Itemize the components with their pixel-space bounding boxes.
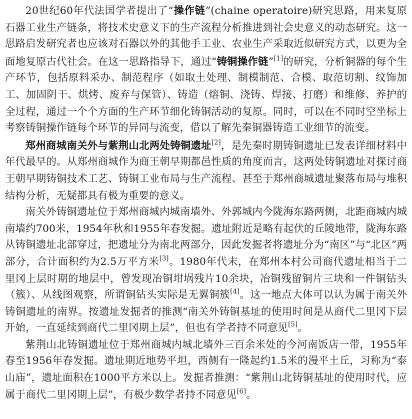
paragraph-nanguanwai-site — [5, 205, 407, 338]
paragraph-operation-chain — [5, 3, 407, 138]
text-run: 紫荆山北铸铜遗址位于郑州商城内城北墙外三百余米处的今河南饭店一带，1955年春至1956年春发掘。遗址期近地势平坦，西侧有一隆起约1.5米的漫平土丘，习称为“泰山庙”，遗址面积在1000平方米以上。发掘者推测：“紫荆山北铸铜基址的使用时代，应属于商代二里冈期上层”，有极少数学者持不同意见 — [5, 339, 407, 401]
footnote-ref: [4] — [230, 287, 240, 296]
text-run: 。这一地点大体可以认为属于南关外铸铜遗址的南界。按遗址发掘者的推测“南关外铸铜基址的使用时间是从商代二里冈下层开始，一直延续到商代二里冈期上层”，但也有学者持不同意见 — [5, 290, 407, 335]
footnote-ref: [5] — [288, 320, 298, 329]
bold-term: 操作链 — [173, 5, 206, 17]
paragraph-zijingshan-site — [5, 338, 407, 404]
text-run: 的研究，分析铜器的每个生产环节，包括原料采办、制范程序（如取土处理、制模制范、合模、取范切割、纹饰加工、加固阴干、烘烤、废弃与保管）、铸造（熔铜、浇铸、焊接、打磨）和维修、养护的全过程，通过一个个方面的生产环节细化铸铜活动的复原。同时，可以在不同时空坐标上考察铸铜操作链每个环节的异同与流变，借以了解先秦铜器铸造工业细节的流变。 — [5, 56, 408, 135]
bold-term: 郑州商城南关外与紫荆山北两处铸铜遗址 — [25, 139, 212, 152]
footnote-ref: [6] — [236, 387, 247, 396]
text-run: 。 — [297, 323, 308, 335]
footnote-ref: [1] — [273, 54, 284, 63]
text-run: 20世纪60年代法国学者提出了“ — [25, 6, 174, 17]
text-run: 。 — [246, 389, 257, 401]
footnote-ref: [3] — [159, 254, 169, 263]
text-run: ，是先秦时期铸铜遗址已发表详细材料中年代最早的。从郑州商城作为商王朝早期都邑性质的角度而言，这两处铸铜遗址对探讨商王朝早期铸铜技术工艺、铸铜工业布局与生产流程、甚至于郑州商城遗址聚落布局与堆积结构分析，无疑都具有极为重要的意义。 — [5, 140, 407, 202]
paragraph-two-foundry-sites — [5, 138, 407, 205]
footnote-ref: [2] — [211, 138, 221, 147]
text-run: ” — [268, 56, 274, 68]
bold-term: 铸铜操作链 — [216, 55, 269, 68]
text-run: 南关外铸铜遗址位于郑州商城内城南墙外、外郭城内今陇海东路两侧，北距商城内城南墙约700米，1954年秋和1955年春发掘。遗址附近是略有起伏的丘陵地带，陇海东路从铸铜遗址北部穿过，把遗址分为南北两部分，因此发掘者将遗址分为“南区”与“北区”两部分，合计面积约为2.5万平方米 — [5, 207, 407, 268]
text-run: 。1980年代末，在郑州本村公司商代遗址相当于二里冈上层时期的地层中，曾发现冶铜坩埚残片10余块，冶铜残留铜片三块和一件铜钻头（簇）、从线图观察，所谓铜钻头实际是无翼铜簇 — [5, 256, 407, 302]
text-run: ”(chaine operatoire)研究思路，用来复原石器工业生产链条，将技术史意义下的生产流程分析推进到社会史意义的动态研究。这一思路启发研究者也应该对石器以外的其他手工业、农业生产采取近似研究方式，以更为全面地复原古代社会。在这一思路指导下，通过“ — [5, 6, 407, 68]
